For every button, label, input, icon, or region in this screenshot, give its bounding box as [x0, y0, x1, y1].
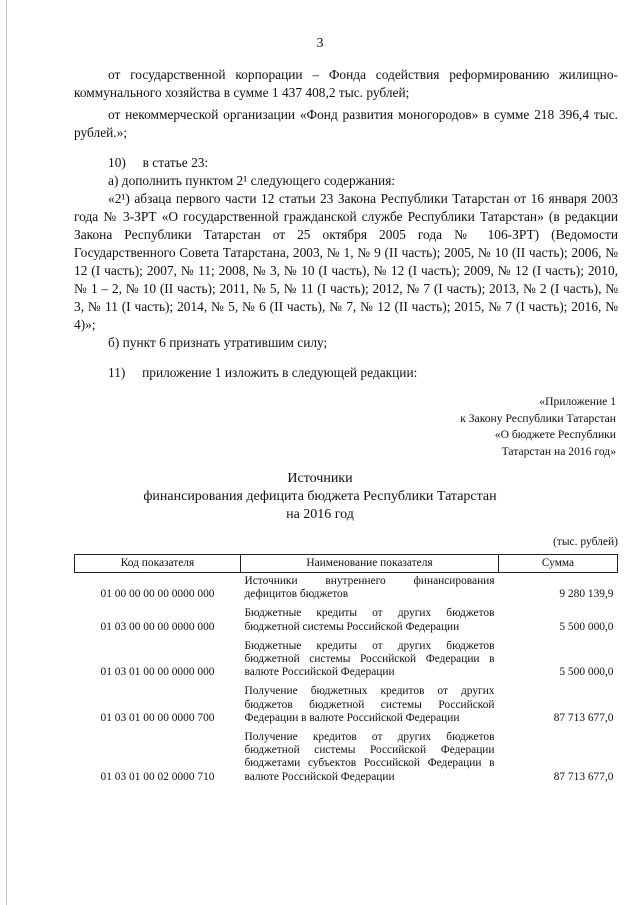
title-line: Источники: [287, 471, 353, 486]
table-row: [75, 729, 618, 788]
cell-code: 01 03 01 00 00 0000 000: [100, 666, 215, 679]
appendix-line: к Закону Республики Татарстан: [460, 411, 616, 425]
cell-name: Получение бюджетных кредитов от других бюджетов бюджетной системы Российской Федерации в валюте Российской Федерации: [244, 685, 495, 724]
header-sum: Сумма: [499, 555, 618, 573]
cell-code: 01 00 00 00 00 0000 000: [100, 588, 215, 601]
header-code: Код показателя: [75, 555, 241, 573]
paragraph-fund-reform: от государственной корпорации – Фонда содействия реформированию жилищно-коммунального хозяйства в сумме 1 437 408,2 тыс. рублей;: [74, 67, 618, 100]
financing-table: [74, 554, 618, 788]
paragraph-monotown-fund: от некоммерческой организации «Фонд развития моногородов» в сумме 218 396,4 тыс. рублей.»;: [74, 107, 618, 140]
title-line: на 2016 год: [286, 507, 354, 522]
cell-code: 01 03 01 00 00 0000 700: [100, 711, 215, 724]
table-row: [75, 638, 618, 684]
cell-code: 01 03 00 00 00 0000 000: [100, 620, 215, 633]
appendix-line: «Приложение 1: [539, 395, 616, 408]
appendix-line: Татарстан на 2016 год»: [501, 444, 616, 458]
cell-name: Источники внутреннего финансирования дефицитов бюджетов: [244, 575, 495, 601]
table-row: [75, 573, 618, 606]
cell-sum: 87 713 677,0: [553, 770, 614, 783]
page-number: 3: [316, 36, 324, 51]
appendix-line: «О бюджете Республики: [494, 428, 616, 441]
table-row: [75, 605, 618, 637]
cell-code: 01 03 01 00 02 0000 710: [100, 770, 215, 783]
cell-sum: 5 500 000,0: [559, 620, 614, 633]
paragraph-item-10: 10) в статье 23:: [108, 155, 209, 170]
title-line: финансирования дефицита бюджета Республики Татарстан: [143, 489, 497, 504]
cell-name: Бюджетные кредиты от других бюджетов бюджетной системы Российской Федерации в валюте Российской Федерации: [244, 639, 495, 679]
header-name: Наименование показателя: [241, 555, 499, 573]
cell-name: Получение кредитов от других бюджетов бюджетной системы Российской Федерации бюджетами субъектов Российской Федерации в валюте Российской Федерации: [244, 731, 495, 783]
scan-edge-line: [6, 0, 7, 905]
cell-sum: 5 500 000,0: [559, 666, 614, 679]
table-title: [0, 470, 640, 524]
paragraph-item-11: 11) приложение 1 изложить в следующей редакции:: [108, 365, 418, 380]
unit-label: (тыс. рублей): [552, 536, 618, 548]
table-row: [75, 683, 618, 729]
cell-sum: 87 713 677,0: [553, 711, 614, 724]
appendix-header: [460, 394, 616, 460]
cell-sum: 9 280 139,9: [559, 588, 614, 601]
table-header-row: [75, 555, 618, 573]
cell-name: Бюджетные кредиты от других бюджетов бюджетной системы Российской Федерации: [244, 607, 495, 633]
paragraph-subitem-b: б) пункт 6 признать утратившим силу;: [108, 335, 328, 350]
paragraph-law-reference: «2¹) абзаца первого части 12 статьи 23 Закона Республики Татарстан от 16 января 2003 года № 3-ЗРТ «О государственной гражданской службе Республики Татарстан» (в редакции Закона Республики Татарстан от 25 октября 2005 года № 106-ЗРТ) (Ведомости Государственного Совета Татарстана, 2003, № 1, № 9 (II часть); 2005, № 10 (II часть); 2006, № 12 (I часть); 2007, № 11; 2008, № 3, № 10 (I часть), № 12 (I часть); 2009, № 12 (I часть); 2010, № 1 – 2, № 10 (II часть); 2011, № 5, № 11 (I часть); 2012, № 7 (I часть); 2013, № 2 (I часть), № 3, № 11 (I часть); 2014, № 5, № 6 (II часть), № 7, № 12 (II часть); 2015, № 7 (I часть); 2016, № 4)»;: [74, 191, 618, 332]
paragraph-subitem-a: а) дополнить пунктом 2¹ следующего содержания:: [108, 173, 396, 188]
